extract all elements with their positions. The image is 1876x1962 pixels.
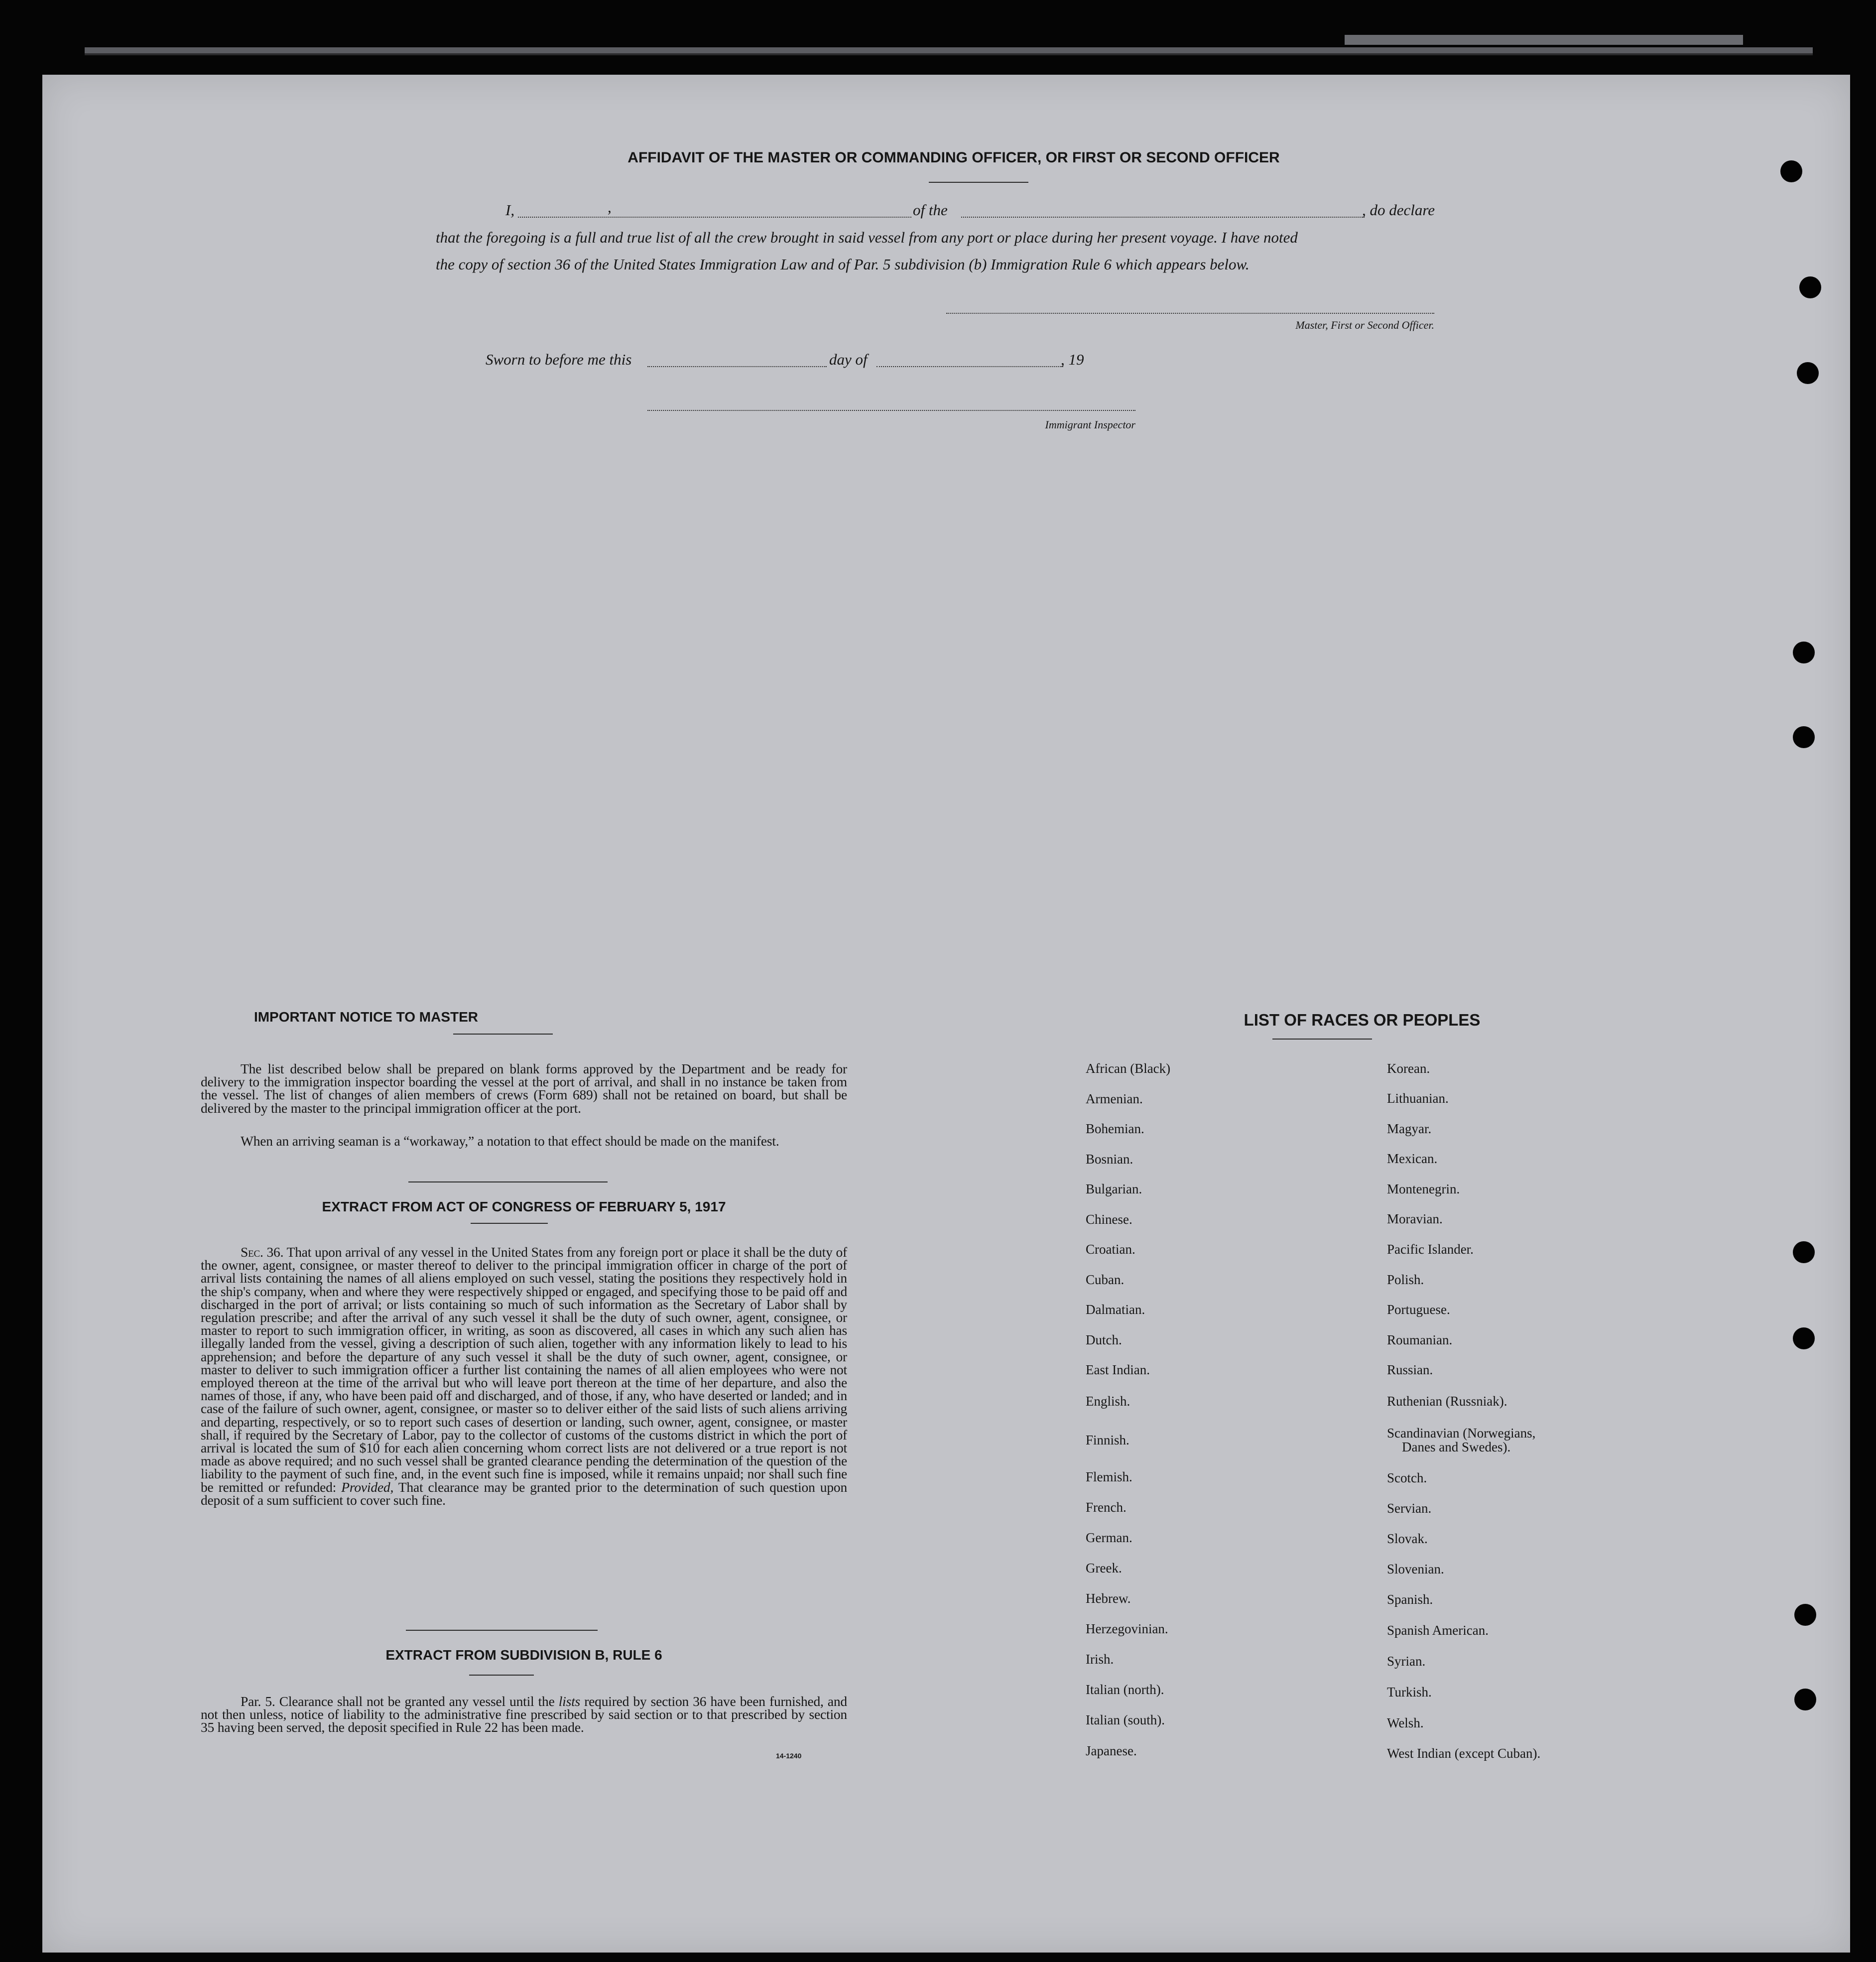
notice-title-rule (453, 1034, 553, 1035)
extract-act-divider (406, 1630, 598, 1631)
extract-act-body-end: That clearance may be granted prior to the determination of such question upon deposit of a sum sufficient to cover such fine. (201, 1479, 848, 1508)
race-item: Greek. (1086, 1561, 1122, 1575)
race-item: Korean. (1387, 1061, 1430, 1076)
extract-act-section-label: Sec. 36. (241, 1244, 284, 1260)
extract-rule-body-end: required by section 36 have been furnished, and not then unless, notice of liability to the administrative fine prescribed by said section or to that prescribed by section 35 having been served, the deposit specified in Rule 22 has been made. (201, 1694, 847, 1735)
extract-rule-title: EXTRACT FROM SUBDIVISION B, RULE 6 (385, 1647, 662, 1663)
punch-hole (1793, 1327, 1815, 1349)
race-item: Bulgarian. (1086, 1181, 1142, 1196)
race-item: Roumanian. (1387, 1332, 1453, 1347)
race-item: Italian (south). (1086, 1712, 1165, 1727)
race-item: Flemish. (1086, 1469, 1132, 1484)
extract-act-body: That upon arrival of any vessel in the United States from any foreign port or place it shall be the duty of the owner, agent, consignee, or master thereof to deliver to the principal immigration officer in charge of the port of arrival lists containing the names of all aliens employed on such vessel, stating the positions they respectively hold in the ship's company, when and where they were respectively shipped or engaged, and specifying those to be paid off and discharged in the port of arrival; or lists containing so much of such information as the Secretary of Labor shall by regulation prescribe; and after the arrival of any such vessel it shall be the duty of such owner, agent, consignee, or master to report to such immigration officer, in writing, as soon as discovered, all cases in which any such alien has illegally landed from the vessel, giving a description of such alien, together with any information likely to lead to his apprehension; and before the departure of any such vessel it shall be the duty of such owner, agent, consignee, or master to deliver to such immigration officer a further list containing the names of all alien employees who were not employed thereon at the time of the arrival but who will leave port thereon at the time of her departure, and also the names of those, if any, who have been paid off and discharged, and of those, if any, who have deserted or landed; and in case of the failure of such owner, agent, consignee, or master so to deliver either of the said lists of such aliens arriving and departing, respectively, or so to report such cases of desertion or landing, such owner, agent, consignee, or master shall, if required by the Secretary of Labor, pay to the collector of customs of the customs district in which the port of arrival is located the sum of $10 for each alien concerning whom correct lists are not delivered or a true report is not made as above required; and no such vessel shall be granted clearance pending the determination of the question of the liability to the payment of such fine, and, in the event such fine is imposed, while it remains unpaid; nor shall such fine be remitted or refunded: (201, 1244, 848, 1495)
punch-hole (1794, 1604, 1816, 1626)
race-item: Polish. (1387, 1272, 1424, 1287)
race-item: Slovak. (1387, 1531, 1428, 1546)
punch-hole (1794, 1689, 1816, 1710)
affidavit-line-1 (488, 197, 1484, 227)
races-title: LIST OF RACES OR PEOPLES (1244, 1011, 1481, 1029)
race-item: Bohemian. (1086, 1121, 1144, 1136)
affiant-name-field[interactable] (518, 217, 911, 218)
race-item: Italian (north). (1086, 1682, 1164, 1697)
race-item: Hebrew. (1086, 1591, 1131, 1606)
extract-rule-lists-word: lists (558, 1694, 581, 1709)
affidavit-declare: , do declare (1362, 201, 1435, 219)
race-item: Syrian. (1387, 1654, 1426, 1669)
race-item: Finnish. (1086, 1433, 1129, 1447)
notice-paragraph-1: The list described below shall be prepared on blank forms approved by the Department and be ready for delivery to the immigration inspector boarding the vessel at the port of arrival, and shall in no instance be taken from the vessel. The list of changes of alien members of crews (Form 689) shall not be retained on board, but shall be delivered by the master to the principal immigration officer at the port. (201, 1061, 847, 1116)
extract-act-provided-label: Provided, (341, 1479, 394, 1495)
affidavit-i: I, (505, 201, 515, 219)
affidavit-comma: , (608, 198, 612, 216)
affidavit-of-the: of the (913, 201, 948, 219)
race-item: Turkish. (1387, 1685, 1432, 1700)
extract-rule-title-rule (469, 1675, 534, 1676)
race-item: Cuban. (1086, 1272, 1125, 1287)
race-item: Herzegovinian. (1086, 1621, 1168, 1636)
race-item: Dalmatian. (1086, 1302, 1145, 1317)
race-item: English. (1086, 1394, 1130, 1409)
punch-hole (1799, 276, 1821, 298)
race-item: Spanish American. (1387, 1623, 1489, 1638)
race-item: East Indian. (1086, 1362, 1150, 1377)
race-item: Moravian. (1387, 1211, 1443, 1226)
affidavit-line-2: that the foregoing is a full and true list of all the crew brought in said vessel from any port or place during her present voyage. I have noted (436, 229, 1298, 246)
affidavit-line-3: the copy of section 36 of the United States Immigration Law and of Par. 5 subdivision (b) Immigration Rule 6 which appears below. (436, 256, 1250, 273)
race-item: Scandinavian (Norwegians, (1387, 1426, 1536, 1440)
sheet-edge (85, 47, 1813, 55)
form-number: 14-1240 (776, 1752, 802, 1760)
race-item: Servian. (1387, 1501, 1432, 1516)
punch-hole (1780, 160, 1802, 182)
notice-paragraph-2: When an arriving seaman is a “workaway,” a notation to that effect should be made on the manifest. (241, 1133, 779, 1149)
affidavit-title: AFFIDAVIT OF THE MASTER OR COMMANDING OFFICER, OR FIRST OR SECOND OFFICER (627, 149, 1280, 166)
sworn-day-of: day of (829, 351, 868, 368)
extract-act-text (201, 1246, 847, 1507)
race-item: Russian. (1387, 1362, 1433, 1377)
race-item: French. (1086, 1500, 1126, 1515)
extract-act-title: EXTRACT FROM ACT OF CONGRESS OF FEBRUARY 5, 1917 (322, 1199, 726, 1214)
race-item: Irish. (1086, 1652, 1114, 1667)
sworn-day-field[interactable] (647, 366, 827, 367)
affidavit-title-rule (929, 182, 1028, 183)
race-item: Scotch. (1387, 1470, 1427, 1485)
extract-rule-body-start: Par. 5. Clearance shall not be granted any vessel until the (241, 1694, 555, 1709)
race-item: German. (1086, 1530, 1132, 1545)
race-item: Croatian. (1086, 1242, 1135, 1257)
vessel-name-field[interactable] (961, 217, 1365, 218)
race-item: Japanese. (1086, 1743, 1137, 1758)
races-right-column (1387, 1061, 1711, 1783)
master-signature-caption: Master, First or Second Officer. (1295, 319, 1434, 331)
extract-rule-text (201, 1695, 847, 1734)
punch-hole (1793, 1241, 1815, 1263)
race-item: Pacific Islander. (1387, 1242, 1474, 1257)
race-item: Slovenian. (1387, 1562, 1444, 1576)
punch-hole (1793, 642, 1815, 663)
race-item: Mexican. (1387, 1151, 1438, 1166)
sworn-month-field[interactable] (876, 366, 1063, 367)
punch-hole (1793, 726, 1815, 748)
race-item: Lithuanian. (1387, 1091, 1449, 1106)
sworn-line (486, 346, 1133, 376)
sheet-edge-behind (1345, 35, 1743, 45)
notice-title: IMPORTANT NOTICE TO MASTER (253, 1009, 479, 1025)
race-item: Dutch. (1086, 1332, 1122, 1347)
race-item: Armenian. (1086, 1091, 1143, 1106)
race-item: African (Black) (1086, 1061, 1171, 1076)
race-item: Magyar. (1387, 1121, 1432, 1136)
race-item: West Indian (except Cuban). (1387, 1746, 1541, 1761)
race-item: Ruthenian (Russniak). (1387, 1394, 1507, 1409)
master-signature-line[interactable] (946, 313, 1434, 314)
punch-hole (1797, 362, 1819, 384)
notice-divider (408, 1181, 608, 1182)
race-item: Bosnian. (1086, 1152, 1133, 1167)
race-item: Portuguese. (1387, 1302, 1450, 1317)
sworn-prefix: Sworn to before me this (486, 351, 632, 368)
race-item: Welsh. (1387, 1715, 1424, 1730)
races-left-column (1086, 1061, 1335, 1783)
race-item: Danes and Swedes). (1402, 1439, 1511, 1454)
race-item: Chinese. (1086, 1212, 1132, 1227)
document-page (42, 75, 1850, 1953)
inspector-signature-line[interactable] (647, 410, 1135, 411)
sworn-year: , 19 (1061, 351, 1084, 368)
inspector-signature-caption: Immigrant Inspector (1045, 418, 1135, 431)
extract-act-title-rule (471, 1223, 548, 1224)
race-item: Spanish. (1387, 1592, 1433, 1607)
races-title-rule (1272, 1039, 1372, 1040)
race-item: Montenegrin. (1387, 1181, 1460, 1196)
